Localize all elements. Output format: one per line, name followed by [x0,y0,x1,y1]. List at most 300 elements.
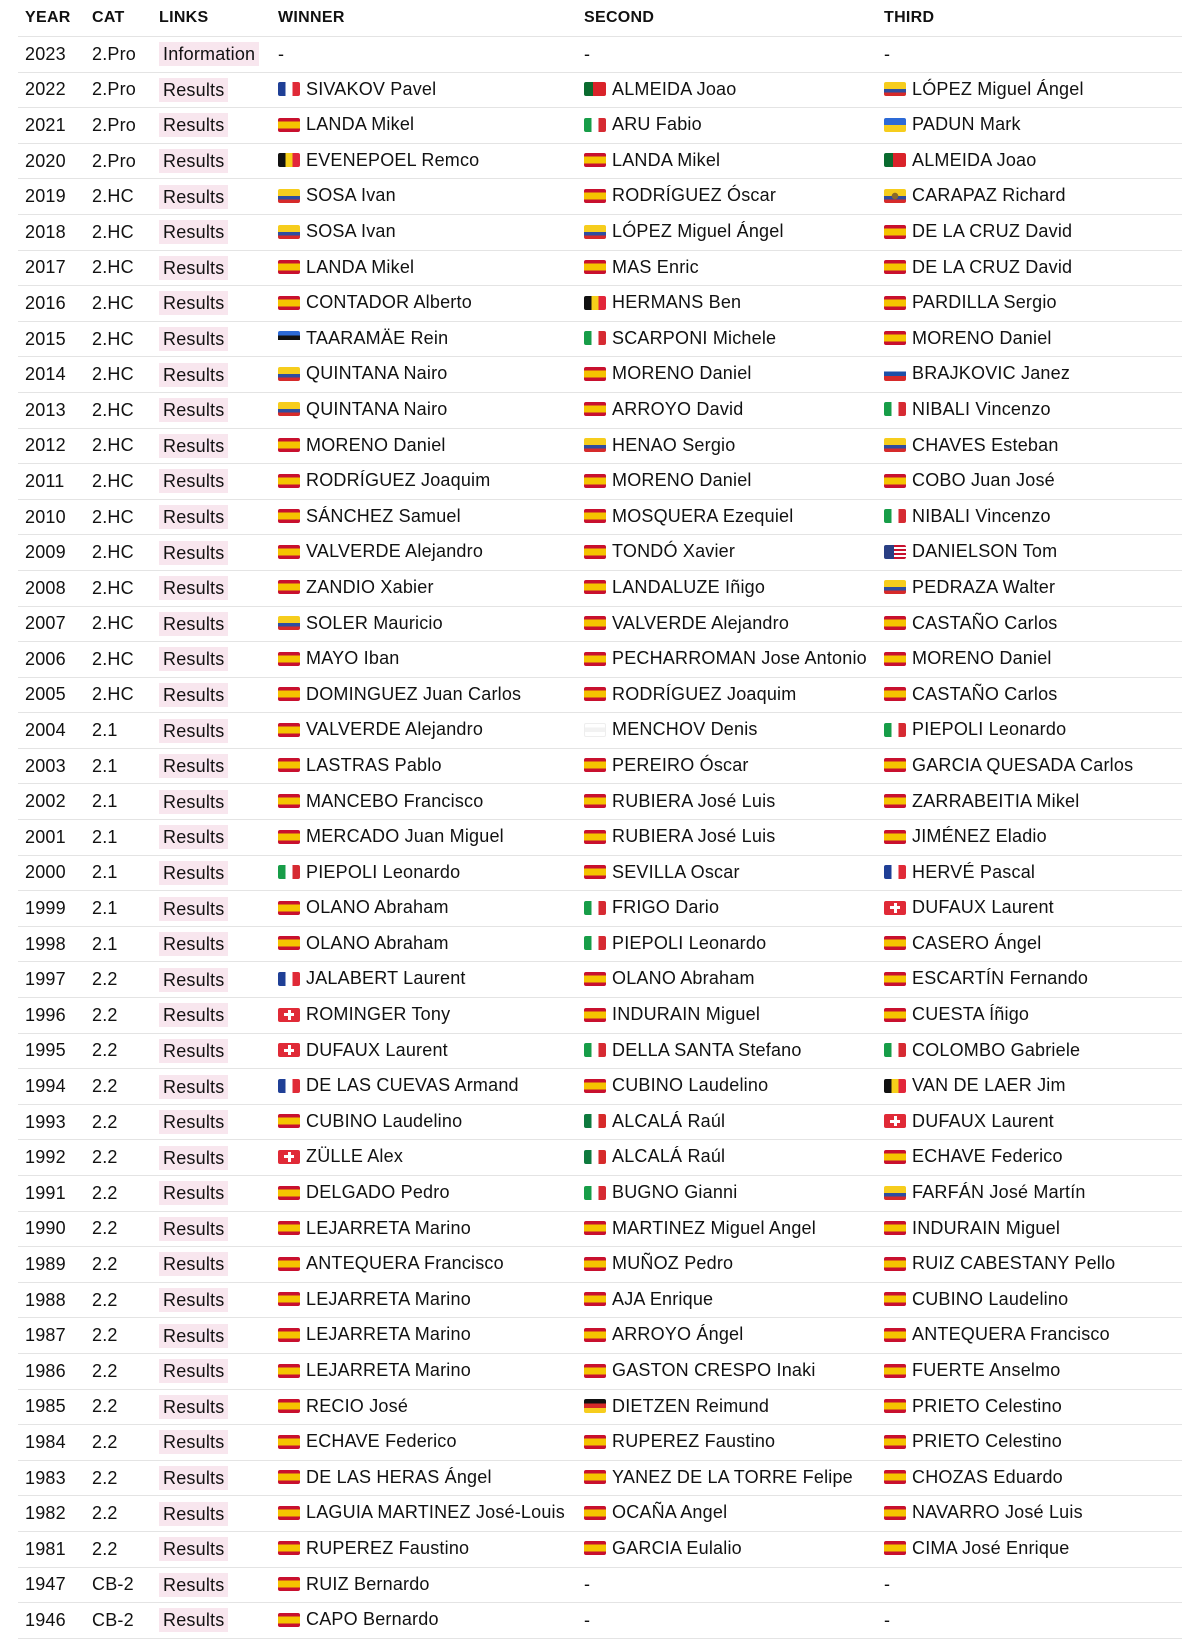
rider-name-link[interactable]: LASTRAS Pablo [306,754,442,775]
rider-name-link[interactable]: PRIETO Celestino [912,1395,1062,1416]
second-rider[interactable] [584,1253,733,1274]
rider-name-link[interactable]: MARTINEZ Miguel Angel [612,1217,816,1238]
winner-rider[interactable] [278,1004,450,1025]
rider-name-link[interactable]: LANDA Mikel [306,114,415,135]
rider-name-link[interactable]: BRAJKOVIC Janez [912,363,1071,384]
rider-name-link[interactable]: DUFAUX Laurent [912,897,1054,918]
results-link[interactable]: Results [159,291,228,315]
second-rider[interactable] [584,1182,737,1203]
rider-name-link[interactable]: DE LA CRUZ David [912,256,1073,277]
results-link[interactable]: Results [159,327,228,351]
results-link[interactable]: Results [159,1110,228,1134]
results-link[interactable]: Results [159,1146,228,1170]
rider-name-link[interactable]: PARDILLA Sergio [912,292,1057,313]
third-rider[interactable] [884,221,1072,242]
rider-name-link[interactable]: DUFAUX Laurent [306,1039,448,1060]
rider-name-link[interactable]: NAVARRO José Luis [912,1502,1083,1523]
second-rider[interactable] [584,399,743,420]
results-link[interactable]: Results [159,1608,228,1632]
rider-name-link[interactable]: MERCADO Juan Miguel [306,826,504,847]
rider-name-link[interactable]: ARU Fabio [612,114,702,135]
rider-name-link[interactable]: NIBALI Vincenzo [912,505,1051,526]
rider-name-link[interactable]: FARFÁN José Martín [912,1182,1086,1203]
results-link[interactable]: Results [159,1288,228,1312]
winner-rider[interactable] [278,328,448,349]
rider-name-link[interactable]: ZARRABEITIA Mikel [912,790,1080,811]
results-link[interactable]: Results [159,647,228,671]
results-link[interactable]: Results [159,149,228,173]
winner-rider[interactable] [278,1146,403,1167]
rider-name-link[interactable]: LEJARRETA Marino [306,1288,471,1309]
third-rider[interactable] [884,1075,1066,1096]
third-rider[interactable] [884,1396,1062,1417]
rider-name-link[interactable]: PRIETO Celestino [912,1431,1062,1452]
results-link[interactable]: Results [159,78,228,102]
results-link[interactable]: Results [159,1075,228,1099]
winner-rider[interactable] [278,1538,469,1559]
results-link[interactable]: Results [159,1252,228,1276]
winner-rider[interactable] [278,435,446,456]
rider-name-link[interactable]: ZÜLLE Alex [306,1146,404,1167]
rider-name-link[interactable]: ECHAVE Federico [306,1431,457,1452]
results-link[interactable]: Results [159,968,228,992]
rider-name-link[interactable]: CUBINO Laudelino [912,1288,1069,1309]
results-link[interactable]: Results [159,469,228,493]
second-rider[interactable] [584,1075,768,1096]
rider-name-link[interactable]: MORENO Daniel [912,327,1052,348]
third-rider[interactable] [884,541,1057,562]
rider-name-link[interactable]: DANIELSON Tom [912,541,1058,562]
rider-name-link[interactable]: SEVILLA Oscar [612,861,740,882]
rider-name-link[interactable]: DE LAS HERAS Ángel [306,1466,492,1487]
rider-name-link[interactable]: RUPEREZ Faustino [612,1431,776,1452]
rider-name-link[interactable]: RODRÍGUEZ Joaquim [306,470,491,491]
second-rider[interactable] [584,648,867,669]
second-rider[interactable] [584,897,719,918]
third-rider[interactable] [884,506,1051,527]
winner-rider[interactable] [278,363,448,384]
rider-name-link[interactable]: COLOMBO Gabriele [912,1039,1081,1060]
third-rider[interactable] [884,1538,1069,1559]
third-rider[interactable] [884,1004,1029,1025]
rider-name-link[interactable]: PIEPOLI Leonardo [612,932,767,953]
third-rider[interactable] [884,613,1058,634]
winner-rider[interactable] [278,292,472,313]
rider-name-link[interactable]: TONDÓ Xavier [612,541,736,562]
third-rider[interactable] [884,328,1052,349]
winner-rider[interactable] [278,1431,457,1452]
third-rider[interactable] [884,968,1088,989]
rider-name-link[interactable]: CASTAÑO Carlos [912,612,1058,633]
rider-name-link[interactable]: PEDRAZA Walter [912,576,1056,597]
results-link[interactable]: Results [159,1430,228,1454]
second-rider[interactable] [584,257,699,278]
third-rider[interactable] [884,185,1066,206]
rider-name-link[interactable]: LANDALUZE Iñigo [612,576,766,597]
winner-rider[interactable] [278,577,434,598]
rider-name-link[interactable]: RODRÍGUEZ Óscar [612,185,777,206]
third-rider[interactable] [884,862,1035,883]
results-link[interactable]: Information [159,42,259,66]
winner-rider[interactable] [278,613,443,634]
results-link[interactable]: Results [159,1537,228,1561]
third-rider[interactable] [884,1431,1062,1452]
winner-rider[interactable] [278,897,449,918]
rider-name-link[interactable]: CASTAÑO Carlos [912,683,1058,704]
rider-name-link[interactable]: OLANO Abraham [612,968,755,989]
results-link[interactable]: Results [159,1359,228,1383]
rider-name-link[interactable]: YANEZ DE LA TORRE Felipe [612,1466,853,1487]
rider-name-link[interactable]: LEJARRETA Marino [306,1324,471,1345]
third-rider[interactable] [884,1040,1080,1061]
rider-name-link[interactable]: ALCALÁ Raúl [612,1146,726,1167]
results-link[interactable]: Results [159,1573,228,1597]
rider-name-link[interactable]: RODRÍGUEZ Joaquim [612,683,797,704]
rider-name-link[interactable]: ESCARTÍN Fernando [912,968,1089,989]
third-rider[interactable] [884,435,1059,456]
results-link[interactable]: Results [159,932,228,956]
rider-name-link[interactable]: NIBALI Vincenzo [912,398,1051,419]
second-rider[interactable] [584,1324,743,1345]
results-link[interactable]: Results [159,505,228,529]
winner-rider[interactable] [278,79,436,100]
rider-name-link[interactable]: MANCEBO Francisco [306,790,484,811]
rider-name-link[interactable]: JIMÉNEZ Eladio [912,826,1047,847]
rider-name-link[interactable]: SOSA Ivan [306,221,396,242]
winner-rider[interactable] [278,257,414,278]
second-rider[interactable] [584,933,766,954]
rider-name-link[interactable]: PIEPOLI Leonardo [912,719,1067,740]
rider-name-link[interactable]: RUPEREZ Faustino [306,1537,470,1558]
rider-name-link[interactable]: CIMA José Enrique [912,1537,1070,1558]
rider-name-link[interactable]: CARAPAZ Richard [912,185,1066,206]
winner-rider[interactable] [278,1182,450,1203]
second-rider[interactable] [584,1431,775,1452]
second-rider[interactable] [584,1502,727,1523]
rider-name-link[interactable]: ALCALÁ Raúl [612,1110,726,1131]
rider-name-link[interactable]: CONTADOR Alberto [306,292,472,313]
rider-name-link[interactable]: CUBINO Laudelino [612,1075,769,1096]
rider-name-link[interactable]: QUINTANA Nairo [306,398,448,419]
winner-rider[interactable] [278,933,449,954]
third-rider[interactable] [884,1360,1061,1381]
winner-rider[interactable] [278,862,460,883]
rider-name-link[interactable]: SCARPONI Michele [612,327,777,348]
winner-rider[interactable] [278,1324,471,1345]
rider-name-link[interactable]: RUIZ CABESTANY Pello [912,1253,1116,1274]
winner-rider[interactable] [278,1396,408,1417]
rider-name-link[interactable]: ANTEQUERA Francisco [912,1324,1110,1345]
third-rider[interactable] [884,1289,1068,1310]
winner-rider[interactable] [278,150,479,171]
rider-name-link[interactable]: DOMINGUEZ Juan Carlos [306,683,522,704]
results-link[interactable]: Results [159,576,228,600]
rider-name-link[interactable]: QUINTANA Nairo [306,363,448,384]
rider-name-link[interactable]: MORENO Daniel [912,648,1052,669]
rider-name-link[interactable]: LÓPEZ Miguel Ángel [612,221,784,242]
third-rider[interactable] [884,1111,1054,1132]
second-rider[interactable] [584,470,752,491]
second-rider[interactable] [584,114,702,135]
winner-rider[interactable] [278,684,521,705]
winner-rider[interactable] [278,185,396,206]
second-rider[interactable] [584,1538,742,1559]
winner-rider[interactable] [278,1218,471,1239]
second-rider[interactable] [584,506,793,527]
second-rider[interactable] [584,541,735,562]
second-rider[interactable] [584,1040,802,1061]
second-rider[interactable] [584,435,735,456]
results-link[interactable]: Results [159,1395,228,1419]
third-rider[interactable] [884,648,1052,669]
third-rider[interactable] [884,1218,1060,1239]
rider-name-link[interactable]: DELLA SANTA Stefano [612,1039,802,1060]
second-rider[interactable] [584,292,741,313]
third-rider[interactable] [884,1324,1110,1345]
winner-rider[interactable] [278,755,442,776]
results-link[interactable]: Results [159,434,228,458]
winner-rider[interactable] [278,1502,565,1523]
third-rider[interactable] [884,933,1041,954]
results-link[interactable]: Results [159,1466,228,1490]
second-rider[interactable] [584,862,740,883]
results-link[interactable]: Results [159,719,228,743]
third-rider[interactable] [884,1182,1086,1203]
rider-name-link[interactable]: LAGUIA MARTINEZ José-Louis [306,1502,565,1523]
rider-name-link[interactable]: MORENO Daniel [306,434,446,455]
winner-rider[interactable] [278,506,461,527]
second-rider[interactable] [584,79,736,100]
rider-name-link[interactable]: FRIGO Dario [612,897,720,918]
results-link[interactable]: Results [159,1502,228,1526]
rider-name-link[interactable]: SOLER Mauricio [306,612,443,633]
second-rider[interactable] [584,719,758,740]
second-rider[interactable] [584,328,776,349]
rider-name-link[interactable]: CAPO Bernardo [306,1609,439,1630]
results-link[interactable]: Results [159,1039,228,1063]
rider-name-link[interactable]: CUESTA Íñigo [912,1004,1030,1025]
rider-name-link[interactable]: COBO Juan José [912,470,1055,491]
second-rider[interactable] [584,221,784,242]
rider-name-link[interactable]: FUERTE Anselmo [912,1360,1061,1381]
winner-rider[interactable] [278,221,396,242]
third-rider[interactable] [884,79,1084,100]
third-rider[interactable] [884,897,1054,918]
third-rider[interactable] [884,755,1133,776]
rider-name-link[interactable]: LANDA Mikel [612,149,721,170]
results-link[interactable]: Results [159,683,228,707]
third-rider[interactable] [884,1253,1115,1274]
third-rider[interactable] [884,257,1072,278]
rider-name-link[interactable]: VAN DE LAER Jim [912,1075,1066,1096]
rider-name-link[interactable]: HERMANS Ben [612,292,742,313]
second-rider[interactable] [584,1360,816,1381]
rider-name-link[interactable]: ARROYO Ángel [612,1324,744,1345]
results-link[interactable]: Results [159,541,228,565]
rider-name-link[interactable]: JALABERT Laurent [306,968,466,989]
rider-name-link[interactable]: MENCHOV Denis [612,719,758,740]
rider-name-link[interactable]: RUBIERA José Luis [612,826,776,847]
rider-name-link[interactable]: MAYO Iban [306,648,400,669]
second-rider[interactable] [584,185,776,206]
winner-rider[interactable] [278,399,448,420]
rider-name-link[interactable]: CHOZAS Eduardo [912,1466,1063,1487]
winner-rider[interactable] [278,1075,519,1096]
rider-name-link[interactable]: PECHARROMAN Jose Antonio [612,648,867,669]
rider-name-link[interactable]: LEJARRETA Marino [306,1217,471,1238]
results-link[interactable]: Results [159,363,228,387]
rider-name-link[interactable]: DE LAS CUEVAS Armand [306,1075,519,1096]
winner-rider[interactable] [278,826,504,847]
second-rider[interactable] [584,363,752,384]
second-rider[interactable] [584,1289,713,1310]
third-rider[interactable] [884,719,1066,740]
rider-name-link[interactable]: SIVAKOV Pavel [306,78,437,99]
rider-name-link[interactable]: HERVÉ Pascal [912,861,1036,882]
rider-name-link[interactable]: CHAVES Esteban [912,434,1059,455]
third-rider[interactable] [884,1146,1063,1167]
winner-rider[interactable] [278,1609,439,1630]
rider-name-link[interactable]: DELGADO Pedro [306,1182,450,1203]
rider-name-link[interactable]: OLANO Abraham [306,932,449,953]
rider-name-link[interactable]: VALVERDE Alejandro [612,612,790,633]
results-link[interactable]: Results [159,398,228,422]
rider-name-link[interactable]: TAARAMÄE Rein [306,327,449,348]
rider-name-link[interactable]: RUIZ Bernardo [306,1573,430,1594]
winner-rider[interactable] [278,1574,430,1595]
rider-name-link[interactable]: ROMINGER Tony [306,1004,451,1025]
second-rider[interactable] [584,1004,760,1025]
third-rider[interactable] [884,363,1070,384]
second-rider[interactable] [584,1111,725,1132]
third-rider[interactable] [884,470,1055,491]
rider-name-link[interactable]: VALVERDE Alejandro [306,719,484,740]
third-rider[interactable] [884,826,1047,847]
second-rider[interactable] [584,755,749,776]
second-rider[interactable] [584,577,765,598]
rider-name-link[interactable]: GASTON CRESPO Inaki [612,1360,816,1381]
rider-name-link[interactable]: SOSA Ivan [306,185,396,206]
rider-name-link[interactable]: EVENEPOEL Remco [306,149,480,170]
third-rider[interactable] [884,577,1055,598]
winner-rider[interactable] [278,1467,492,1488]
third-rider[interactable] [884,1502,1083,1523]
rider-name-link[interactable]: GARCIA QUESADA Carlos [912,754,1134,775]
second-rider[interactable] [584,1467,853,1488]
winner-rider[interactable] [278,470,490,491]
rider-name-link[interactable]: DE LA CRUZ David [912,221,1073,242]
rider-name-link[interactable]: ECHAVE Federico [912,1146,1063,1167]
rider-name-link[interactable]: LÓPEZ Miguel Ángel [912,78,1084,99]
third-rider[interactable] [884,684,1058,705]
results-link[interactable]: Results [159,256,228,280]
second-rider[interactable] [584,1396,769,1417]
rider-name-link[interactable]: MORENO Daniel [612,363,752,384]
results-link[interactable]: Results [159,825,228,849]
rider-name-link[interactable]: RECIO José [306,1395,409,1416]
rider-name-link[interactable]: ALMEIDA Joao [612,78,737,99]
rider-name-link[interactable]: PIEPOLI Leonardo [306,861,461,882]
rider-name-link[interactable]: PADUN Mark [912,114,1021,135]
rider-name-link[interactable]: MUÑOZ Pedro [612,1253,734,1274]
second-rider[interactable] [584,968,755,989]
results-link[interactable]: Results [159,1324,228,1348]
results-link[interactable]: Results [159,220,228,244]
rider-name-link[interactable]: BUGNO Gianni [612,1182,738,1203]
rider-name-link[interactable]: GARCIA Eulalio [612,1537,742,1558]
winner-rider[interactable] [278,791,483,812]
rider-name-link[interactable]: INDURAIN Miguel [912,1217,1061,1238]
winner-rider[interactable] [278,541,483,562]
winner-rider[interactable] [278,648,400,669]
rider-name-link[interactable]: ALMEIDA Joao [912,149,1037,170]
second-rider[interactable] [584,1146,725,1167]
rider-name-link[interactable]: DIETZEN Reimund [612,1395,770,1416]
winner-rider[interactable] [278,114,414,135]
rider-name-link[interactable]: CUBINO Laudelino [306,1110,463,1131]
rider-name-link[interactable]: MAS Enric [612,256,699,277]
winner-rider[interactable] [278,1289,471,1310]
rider-name-link[interactable]: OCAÑA Angel [612,1502,728,1523]
results-link[interactable]: Results [159,861,228,885]
results-link[interactable]: Results [159,1003,228,1027]
rider-name-link[interactable]: ARROYO David [612,398,744,419]
rider-name-link[interactable]: VALVERDE Alejandro [306,541,484,562]
results-link[interactable]: Results [159,1217,228,1241]
second-rider[interactable] [584,150,720,171]
rider-name-link[interactable]: ANTEQUERA Francisco [306,1253,504,1274]
rider-name-link[interactable]: ZANDIO Xabier [306,576,434,597]
third-rider[interactable] [884,1467,1063,1488]
second-rider[interactable] [584,613,789,634]
winner-rider[interactable] [278,968,466,989]
results-link[interactable]: Results [159,185,228,209]
third-rider[interactable] [884,150,1036,171]
rider-name-link[interactable]: MORENO Daniel [612,470,752,491]
winner-rider[interactable] [278,719,483,740]
rider-name-link[interactable]: OLANO Abraham [306,897,449,918]
third-rider[interactable] [884,791,1079,812]
second-rider[interactable] [584,791,775,812]
winner-rider[interactable] [278,1360,471,1381]
third-rider[interactable] [884,292,1057,313]
results-link[interactable]: Results [159,897,228,921]
third-rider[interactable] [884,399,1051,420]
rider-name-link[interactable]: SÁNCHEZ Samuel [306,505,461,526]
rider-name-link[interactable]: AJA Enrique [612,1288,714,1309]
winner-rider[interactable] [278,1111,462,1132]
results-link[interactable]: Results [159,790,228,814]
second-rider[interactable] [584,684,796,705]
second-rider[interactable] [584,826,775,847]
rider-name-link[interactable]: HENAO Sergio [612,434,736,455]
third-rider[interactable] [884,114,1021,135]
rider-name-link[interactable]: LEJARRETA Marino [306,1360,471,1381]
rider-name-link[interactable]: LANDA Mikel [306,256,415,277]
second-rider[interactable] [584,1218,816,1239]
rider-name-link[interactable]: PEREIRO Óscar [612,754,749,775]
rider-name-link[interactable]: RUBIERA José Luis [612,790,776,811]
results-link[interactable]: Results [159,612,228,636]
rider-name-link[interactable]: INDURAIN Miguel [612,1004,761,1025]
winner-rider[interactable] [278,1253,504,1274]
rider-name-link[interactable]: MOSQUERA Ezequiel [612,505,794,526]
results-link[interactable]: Results [159,754,228,778]
rider-name-link[interactable]: DUFAUX Laurent [912,1110,1054,1131]
winner-rider[interactable] [278,1040,448,1061]
rider-name-link[interactable]: CASERO Ángel [912,932,1042,953]
results-link[interactable]: Results [159,113,228,137]
